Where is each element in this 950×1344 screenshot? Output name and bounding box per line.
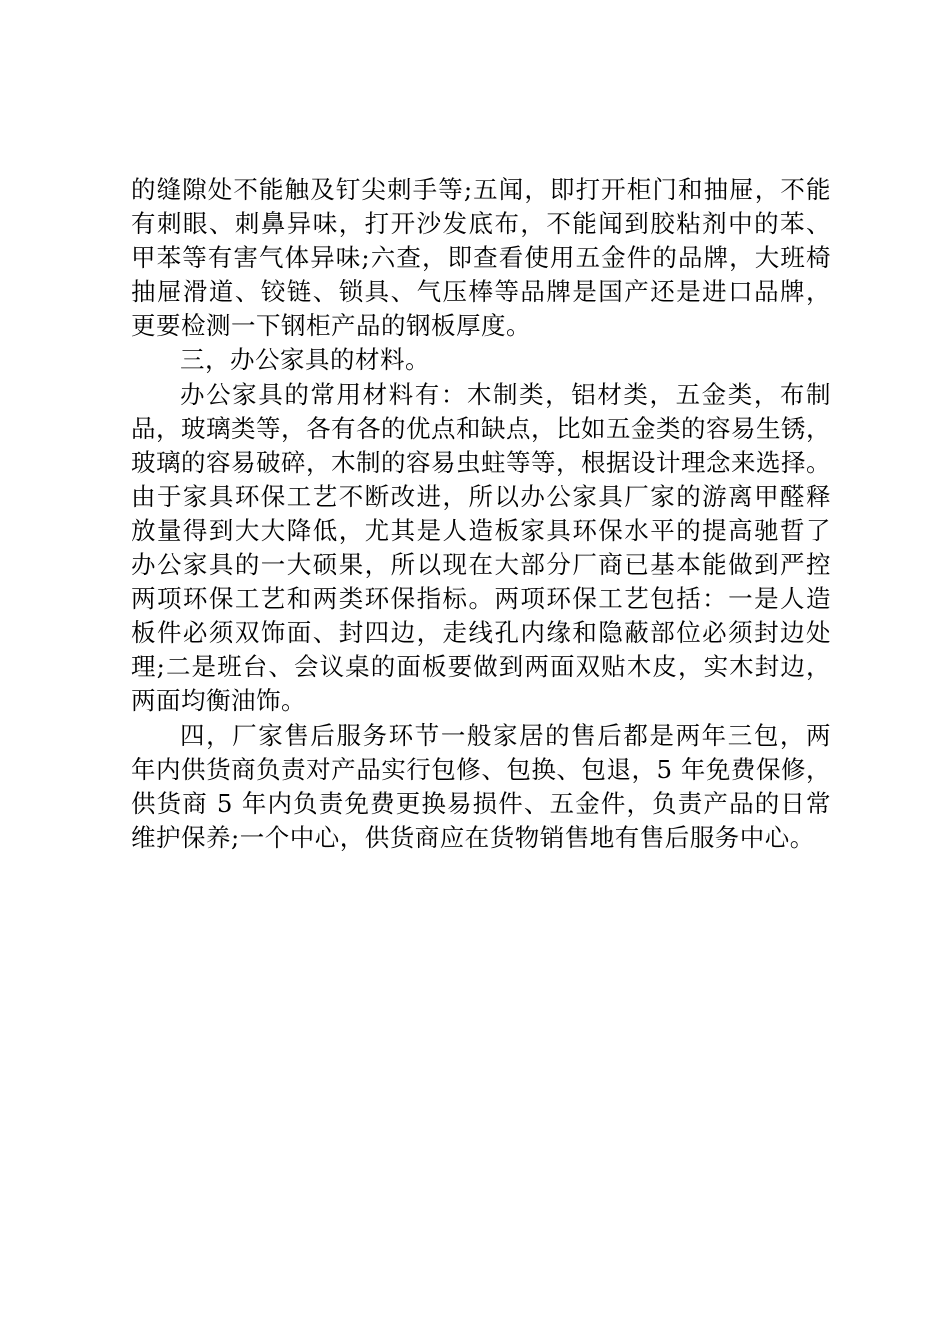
text-line: 理;二是班台、会议桌的面板要做到两面双贴木皮，实木封边， <box>131 652 831 682</box>
section-heading: 三，办公家具的材料。 <box>180 345 430 375</box>
text-line: 品，玻璃类等，各有各的优点和缺点，比如五金类的容易生锈， <box>131 413 831 443</box>
text-line: 的缝隙处不能触及钉尖刺手等;五闻，即打开柜门和抽屉，不能 <box>131 175 831 204</box>
text-line: 两项环保工艺和两类环保指标。两项环保工艺包括：一是人造 <box>131 584 831 614</box>
text-line: 玻璃的容易破碎，木制的容易虫蛀等等，根据设计理念来选择。 <box>131 447 831 477</box>
text-line: 更要检测一下钢柜产品的钢板厚度。 <box>131 311 531 341</box>
text-line: 两面均衡油饰。 <box>131 686 306 716</box>
paragraph-after-sales-service <box>131 719 831 855</box>
document-body <box>131 173 831 855</box>
paragraph-materials <box>131 378 831 719</box>
section-heading-materials <box>131 343 831 377</box>
text-line: 年内供货商负责对产品实行包修、包换、包退，5 年免费保修， <box>131 754 831 784</box>
text-line: 甲苯等有害气体异味;六查，即查看使用五金件的品牌，大班椅 <box>131 243 831 273</box>
text-line: 办公家具的一大硕果，所以现在大部分厂商已基本能做到严控 <box>131 550 831 580</box>
paragraph-inspection-tips <box>131 173 831 343</box>
text-line: 由于家具环保工艺不断改进，所以办公家具厂家的游离甲醛释 <box>131 481 831 511</box>
text-line: 抽屉滑道、铰链、锁具、气压棒等品牌是国产还是进口品牌， <box>131 277 831 307</box>
text-line: 办公家具的常用材料有：木制类，铝材类，五金类，布制 <box>180 379 831 409</box>
text-line: 板件必须双饰面、封四边，走线孔内缘和隐蔽部位必须封边处 <box>131 618 831 648</box>
text-line: 四，厂家售后服务环节一般家居的售后都是两年三包，两 <box>180 720 831 750</box>
text-line: 维护保养;一个中心，供货商应在货物销售地有售后服务中心。 <box>131 822 815 852</box>
text-line: 供货商 5 年内负责免费更换易损件、五金件，负责产品的日常 <box>131 788 831 818</box>
text-line: 放量得到大大降低，尤其是人造板家具环保水平的提高驰晢了 <box>131 515 831 545</box>
text-line: 有刺眼、刺鼻异味，打开沙发底布，不能闻到胶粘剂中的苯、 <box>131 209 831 239</box>
